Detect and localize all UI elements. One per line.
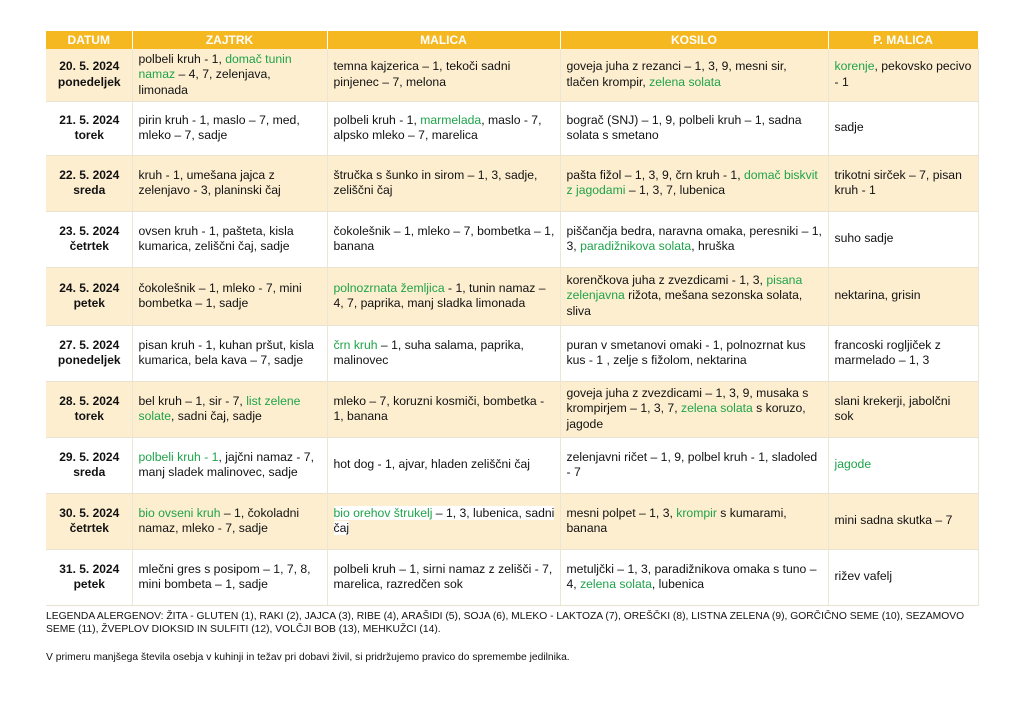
weekday-text: ponedeljek (57, 74, 121, 89)
kosilo-cell (560, 101, 828, 155)
kosilo-cell (560, 211, 828, 267)
date-text: 30. 5. 2024 (59, 505, 120, 520)
menu-text: hot dog - 1, ajvar, hladen zeliščni čaj (333, 457, 530, 472)
menu-text: s koruzo, jagode (566, 401, 806, 431)
highlighted-item: paradižnikova solata (580, 239, 692, 253)
malica-cell (327, 49, 560, 101)
malica-cell (327, 549, 560, 605)
table-row (46, 325, 978, 381)
menu-text: mesni polpet – 1, 3, (566, 505, 677, 520)
date-cell (46, 437, 132, 493)
date-cell (46, 267, 132, 325)
p-malica-cell (828, 325, 978, 381)
weekday-text: sreda (73, 465, 106, 479)
menu-change-note: V primeru manjšega števila osebja v kuhinji in težav pri dobavi živil, si pridržujemo pravico do spremembe jedilnika. (46, 652, 570, 664)
kosilo-cell (560, 267, 828, 325)
menu-text: nektarina, grisin (834, 288, 921, 303)
menu-text: kruh - 1, umešana jajca z zelenjavo - 3, planinski čaj (138, 167, 281, 197)
date-cell (46, 549, 132, 605)
zajtrk-cell (132, 493, 327, 549)
p-malica-cell (828, 267, 978, 325)
date-cell (46, 155, 132, 211)
menu-text: , hruška (691, 239, 735, 253)
kosilo-cell (560, 325, 828, 381)
menu-text: , sadni čaj, sadje (171, 409, 262, 423)
menu-text: polbeli kruh – 1, sirni namaz z zelišči - 7, marelica, razredčen sok (333, 561, 553, 591)
menu-text: , pekovsko pecivo - 1 (834, 59, 972, 89)
menu-text: sadje (834, 120, 864, 135)
menu-text: – 1, suha salama, paprika, malinovec (333, 337, 524, 367)
menu-text: suho sadje (834, 231, 894, 246)
menu-text: – 1, 3, 7, lubenica (625, 183, 726, 197)
kosilo-cell (560, 493, 828, 549)
date-cell (46, 101, 132, 155)
zajtrk-cell (132, 437, 327, 493)
kosilo-cell (560, 381, 828, 437)
kosilo-cell (560, 437, 828, 493)
menu-text: korenčkova juha z zvezdicami - 1, 3, (566, 272, 767, 287)
p-malica-cell (828, 155, 978, 211)
menu-text: s kumarami, banana (566, 505, 787, 535)
date-text: 23. 5. 2024 (59, 223, 120, 238)
weekday-text: ponedeljek (57, 353, 121, 367)
header-p-malica: P. MALICA (828, 31, 978, 49)
table-row (46, 101, 978, 155)
date-cell (46, 493, 132, 549)
table-row (46, 493, 978, 549)
date-text: 28. 5. 2024 (59, 393, 120, 408)
table-row (46, 49, 978, 101)
kosilo-cell (560, 155, 828, 211)
menu-text: - 1, tunin namaz – 4, 7, paprika, manj sladka limonada (333, 280, 546, 310)
date-text: 22. 5. 2024 (59, 167, 120, 182)
menu-text: rižev vafelj (834, 569, 893, 584)
zajtrk-cell (132, 325, 327, 381)
menu-text: mlečni gres s posipom – 1, 7, 8, mini bombeta – 1, sadje (138, 561, 311, 591)
menu-text: polbeli kruh - 1, (333, 112, 421, 127)
malica-cell (327, 211, 560, 267)
header-datum: DATUM (46, 31, 132, 49)
highlighted-item: jagode (834, 457, 872, 472)
p-malica-cell (828, 49, 978, 101)
highlighted-item: domač tunin namaz (138, 51, 292, 81)
malica-cell (327, 155, 560, 211)
menu-text: , jajčni namaz - 7, manj sladek malinovec, sadje (138, 449, 314, 479)
weekday-text: torek (74, 128, 104, 142)
p-malica-cell (828, 493, 978, 549)
zajtrk-cell (132, 101, 327, 155)
menu-text: – 1, 3, lubenica, sadni čaj (333, 505, 555, 535)
menu-text: zelenjavni ričet – 1, 9, polbel kruh - 1, sladoled - 7 (566, 449, 818, 479)
table-row (46, 437, 978, 493)
p-malica-cell (828, 211, 978, 267)
malica-cell (327, 437, 560, 493)
menu-text: slani krekerji, jabolčni sok (834, 393, 951, 423)
date-cell (46, 49, 132, 101)
p-malica-cell (828, 101, 978, 155)
menu-text: mini sadna skutka – 7 (834, 513, 953, 528)
menu-body (46, 49, 978, 605)
menu-text: pisan kruh - 1, kuhan pršut, kisla kumarica, bela kava – 7, sadje (138, 337, 314, 367)
highlighted-item: marmelada (420, 112, 482, 127)
zajtrk-cell (132, 549, 327, 605)
menu-text: francoski rogljiček z marmelado – 1, 3 (834, 337, 941, 367)
menu-text: pirin kruh - 1, maslo – 7, med, mleko – 7, sadje (138, 112, 300, 142)
zajtrk-cell (132, 155, 327, 211)
weekday-text: torek (74, 409, 104, 423)
menu-text: čokolešnik – 1, mleko – 7, bombetka – 1, banana (333, 223, 555, 253)
menu-text: bel kruh – 1, sir - 7, (138, 393, 247, 408)
date-text: 27. 5. 2024 (59, 337, 120, 352)
highlighted-item: list zelene solate (138, 393, 301, 423)
allergen-legend: LEGENDA ALERGENOV: ŽITA - GLUTEN (1), RAKI (2), JAJCA (3), RIBE (4), ARAŠIDI (5), SOJA (6), MLEKO - LAKTOZA (7), OREŠČKI (8), LISTNA ZELENA (9), GORČIČNO SEME (10), SEZAMOVO SEME (11), ŽVEPLOV DIOKSID IN SULFITI (12), VOLČJI BOB (13), MEHKUŽCI (14). (46, 610, 965, 636)
kosilo-cell (560, 49, 828, 101)
malica-cell (327, 267, 560, 325)
malica-cell (327, 381, 560, 437)
date-text: 24. 5. 2024 (59, 280, 120, 295)
highlighted-item: črn kruh (333, 337, 378, 352)
header-zajtrk: ZAJTRK (132, 31, 327, 49)
weekday-text: sreda (73, 183, 106, 197)
menu-text: , maslo - 7, alpsko mleko – 7, marelica (333, 112, 542, 142)
malica-cell (327, 493, 560, 549)
kosilo-cell (560, 549, 828, 605)
date-text: 29. 5. 2024 (59, 449, 120, 464)
date-text: 20. 5. 2024 (59, 59, 120, 74)
highlighted-item: domač biskvit z jagodami (566, 167, 818, 197)
highlighted-item: bio orehov štrukelj (333, 505, 433, 520)
weekday-text: četrtek (69, 521, 109, 535)
header-malica: MALICA (327, 31, 560, 49)
zajtrk-cell (132, 381, 327, 437)
highlighted-item: zelena solata (580, 577, 652, 591)
weekday-text: četrtek (69, 239, 109, 253)
table-row (46, 155, 978, 211)
zajtrk-cell (132, 211, 327, 267)
menu-text: čokolešnik – 1, mleko - 7, mini bombetka – 1, sadje (138, 280, 302, 310)
menu-text: polbeli kruh - 1, (138, 51, 226, 66)
date-text: 21. 5. 2024 (59, 112, 120, 127)
highlighted-item: bio ovseni kruh (138, 505, 221, 520)
menu-text: ovsen kruh - 1, pašteta, kisla kumarica, zeliščni čaj, sadje (138, 223, 294, 253)
menu-text: bograč (SNJ) – 1, 9, polbeli kruh – 1, sadna solata s smetano (566, 112, 802, 142)
menu-text: , lubenica (651, 577, 705, 591)
highlighted-item: polbeli kruh - 1 (138, 449, 219, 464)
highlighted-item: pisana zelenjavna (566, 272, 803, 303)
p-malica-cell (828, 437, 978, 493)
p-malica-cell (828, 381, 978, 437)
date-cell (46, 211, 132, 267)
highlighted-item: korenje (834, 59, 875, 74)
zajtrk-cell (132, 49, 327, 101)
weekday-text: petek (73, 296, 105, 310)
menu-text: goveja juha z zvezdicami – 1, 3, 9, musaka s krompirjem – 1, 3, 7, (566, 385, 809, 416)
table-row (46, 381, 978, 437)
header-row (46, 31, 978, 49)
weekday-text: petek (73, 577, 105, 591)
date-text: 31. 5. 2024 (59, 561, 120, 576)
menu-text: – 4, 7, zelenjava, limonada (138, 67, 271, 97)
date-cell (46, 325, 132, 381)
zajtrk-cell (132, 267, 327, 325)
highlighted-item: zelena solata (680, 401, 753, 416)
malica-cell (327, 101, 560, 155)
menu-text: goveja juha z rezanci – 1, 3, 9, mesni sir, tlačen krompir, (566, 59, 787, 89)
highlighted-item: krompir (676, 505, 717, 520)
menu-table (46, 31, 979, 606)
table-row (46, 211, 978, 267)
menu-text: rižota, mešana sezonska solata, sliva (566, 288, 803, 318)
menu-text: mleko – 7, koruzni kosmiči, bombetka - 1, banana (333, 393, 545, 423)
menu-text: pašta fižol – 1, 3, 9, črn kruh - 1, (566, 167, 744, 182)
menu-text: metuljčki – 1, 3, paradižnikova omaka s tuno – 4, (566, 561, 817, 591)
date-cell (46, 381, 132, 437)
p-malica-cell (828, 549, 978, 605)
menu-text: temna kajzerica – 1, tekoči sadni pinjenec – 7, melona (333, 59, 511, 89)
highlighted-item: polnozrnata žemljica (333, 280, 445, 295)
malica-cell (327, 325, 560, 381)
menu-page (46, 31, 978, 665)
highlighted-item: zelena solata (649, 74, 721, 89)
menu-text: štručka s šunko in sirom – 1, 3, sadje, zeliščni čaj (333, 167, 538, 197)
menu-text: trikotni sirček – 7, pisan kruh - 1 (834, 167, 962, 197)
table-row (46, 549, 978, 605)
menu-text: piščančja bedra, naravna omaka, peresniki – 1, 3, (566, 223, 822, 253)
menu-text: – 1, čokoladni namaz, mleko - 7, sadje (138, 505, 300, 535)
table-row (46, 267, 978, 325)
header-kosilo: KOSILO (560, 31, 828, 49)
menu-text: puran v smetanovi omaki - 1, polnozrnat kus kus - 1 , zelje s fižolom, nektarina (566, 337, 806, 367)
